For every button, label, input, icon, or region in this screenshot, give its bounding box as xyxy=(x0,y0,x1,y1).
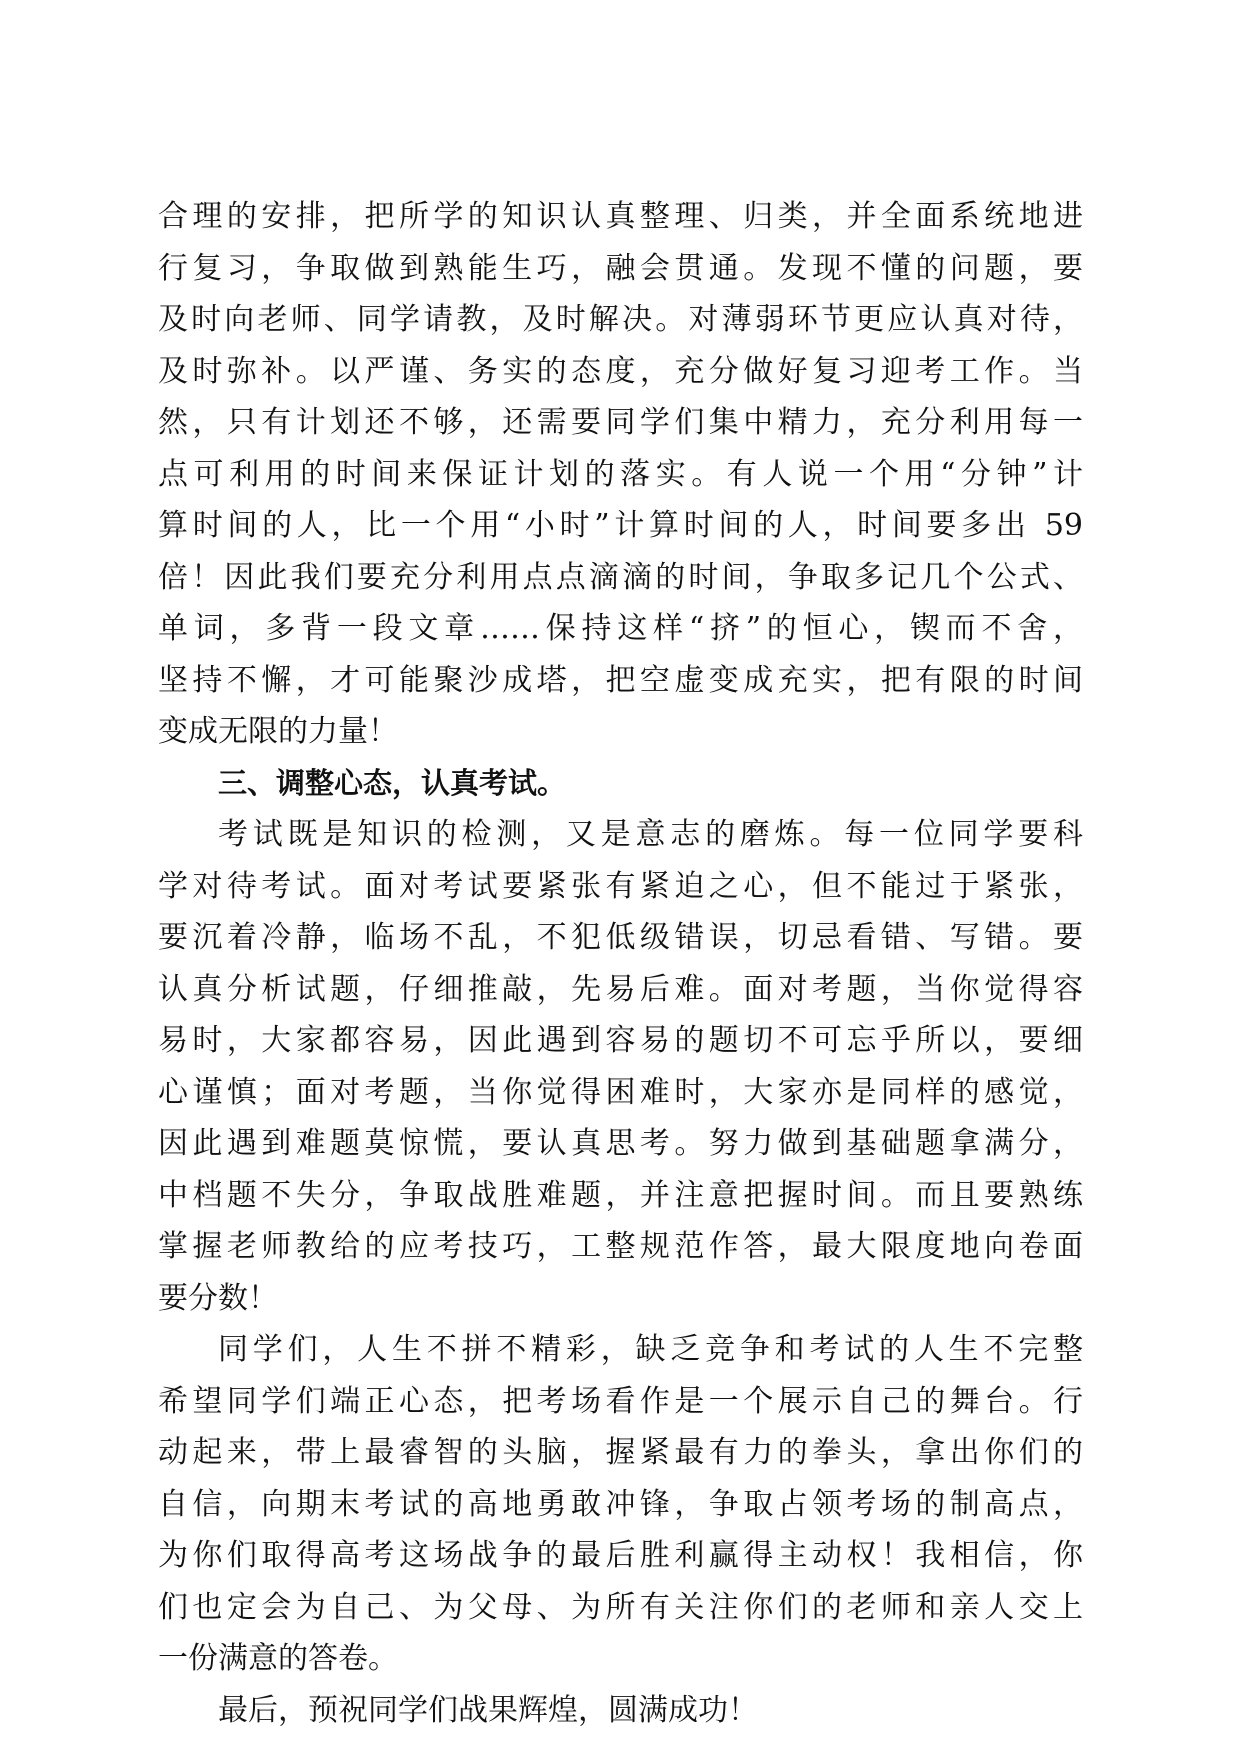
paragraph-2-line: 认真分析试题，仔细推敲，先易后难。面对考题，当你觉得容 xyxy=(158,971,1083,1007)
paragraph-1 xyxy=(158,191,1083,758)
paragraph-1-line: 倍！因此我们要充分利用点点滴滴的时间，争取多记几个公式、 xyxy=(158,559,1083,595)
paragraph-1-line: 然，只有计划还不够，还需要同学们集中精力，充分利用每一 xyxy=(158,405,1083,440)
paragraph-2-line: 易时，大家都容易，因此遇到容易的题切不可忘乎所以，要细 xyxy=(158,1023,1083,1058)
paragraph-2-line: 要分数！ xyxy=(158,1280,278,1316)
paragraph-1-line: 点可利用的时间来保证计划的落实。有人说一个用“分钟”计 xyxy=(158,456,1083,492)
paragraph-1-line: 行复习，争取做到熟能生巧，融会贯通。发现不懂的问题，要 xyxy=(158,250,1083,286)
paragraph-2 xyxy=(158,809,1083,1324)
paragraph-2-line: 心谨慎；面对考题，当你觉得困难时，大家亦是同样的感觉， xyxy=(158,1074,1083,1110)
paragraph-2-line: 要沉着冷静，临场不乱，不犯低级错误，切忌看错、写错。要 xyxy=(158,920,1083,955)
paragraph-1-line: 及时向老师、同学请教，及时解决。对薄弱环节更应认真对待， xyxy=(158,302,1083,337)
paragraph-3 xyxy=(158,1324,1083,1685)
paragraph-1-line: 算时间的人，比一个用“小时”计算时间的人，时间要多出 59 xyxy=(158,508,1083,543)
paragraph-1-line: 单词，多背一段文章……保持这样“挤”的恒心，锲而不舍， xyxy=(158,611,1083,646)
paragraph-1-line: 坚持不懈，才可能聚沙成塔，把空虚变成充实，把有限的时间 xyxy=(158,662,1083,698)
paragraph-2-line: 中档题不失分，争取战胜难题，并注意把握时间。而且要熟练 xyxy=(158,1177,1083,1213)
paragraph-2-line: 学对待考试。面对考试要紧张有紧迫之心，但不能过于紧张， xyxy=(158,868,1083,904)
paragraph-3-line: 动起来，带上最睿智的头脑，握紧最有力的拳头，拿出你们的 xyxy=(158,1435,1083,1470)
paragraph-3-line: 自信，向期末考试的高地勇敢冲锋，争取占领考场的制高点， xyxy=(158,1486,1083,1522)
paragraph-3-line: 为你们取得高考这场战争的最后胜利赢得主动权！我相信，你 xyxy=(158,1538,1083,1573)
paragraph-3-line: 们也定会为自己、为父母、为所有关注你们的老师和亲人交上 xyxy=(158,1589,1083,1625)
paragraph-2-line: 考试既是知识的检测，又是意志的磨炼。每一位同学要科 xyxy=(218,817,1083,852)
paragraph-3-line: 一份满意的答卷。 xyxy=(158,1641,398,1676)
section-heading: 三、调整心态，认真考试。 xyxy=(218,765,567,800)
paragraph-2-line: 因此遇到难题莫惊慌，要认真思考。努力做到基础题拿满分， xyxy=(158,1126,1083,1161)
document-body xyxy=(158,191,1083,1736)
paragraph-1-line: 变成无限的力量！ xyxy=(158,714,398,749)
paragraph-4-line: 最后，预祝同学们战果辉煌，圆满成功！ xyxy=(218,1692,758,1728)
paragraph-2-line: 掌握老师教给的应考技巧，工整规范作答，最大限度地向卷面 xyxy=(158,1229,1083,1264)
paragraph-3-line: 同学们，人生不拼不精彩，缺乏竞争和考试的人生不完整 xyxy=(218,1332,1083,1367)
paragraph-1-line: 及时弥补。以严谨、务实的态度，充分做好复习迎考工作。当 xyxy=(158,353,1083,389)
paragraph-3-line: 希望同学们端正心态，把考场看作是一个展示自己的舞台。行 xyxy=(158,1383,1083,1419)
paragraph-1-line: 合理的安排，把所学的知识认真整理、归类，并全面系统地进 xyxy=(158,199,1083,234)
paragraph-4 xyxy=(158,1685,1083,1737)
